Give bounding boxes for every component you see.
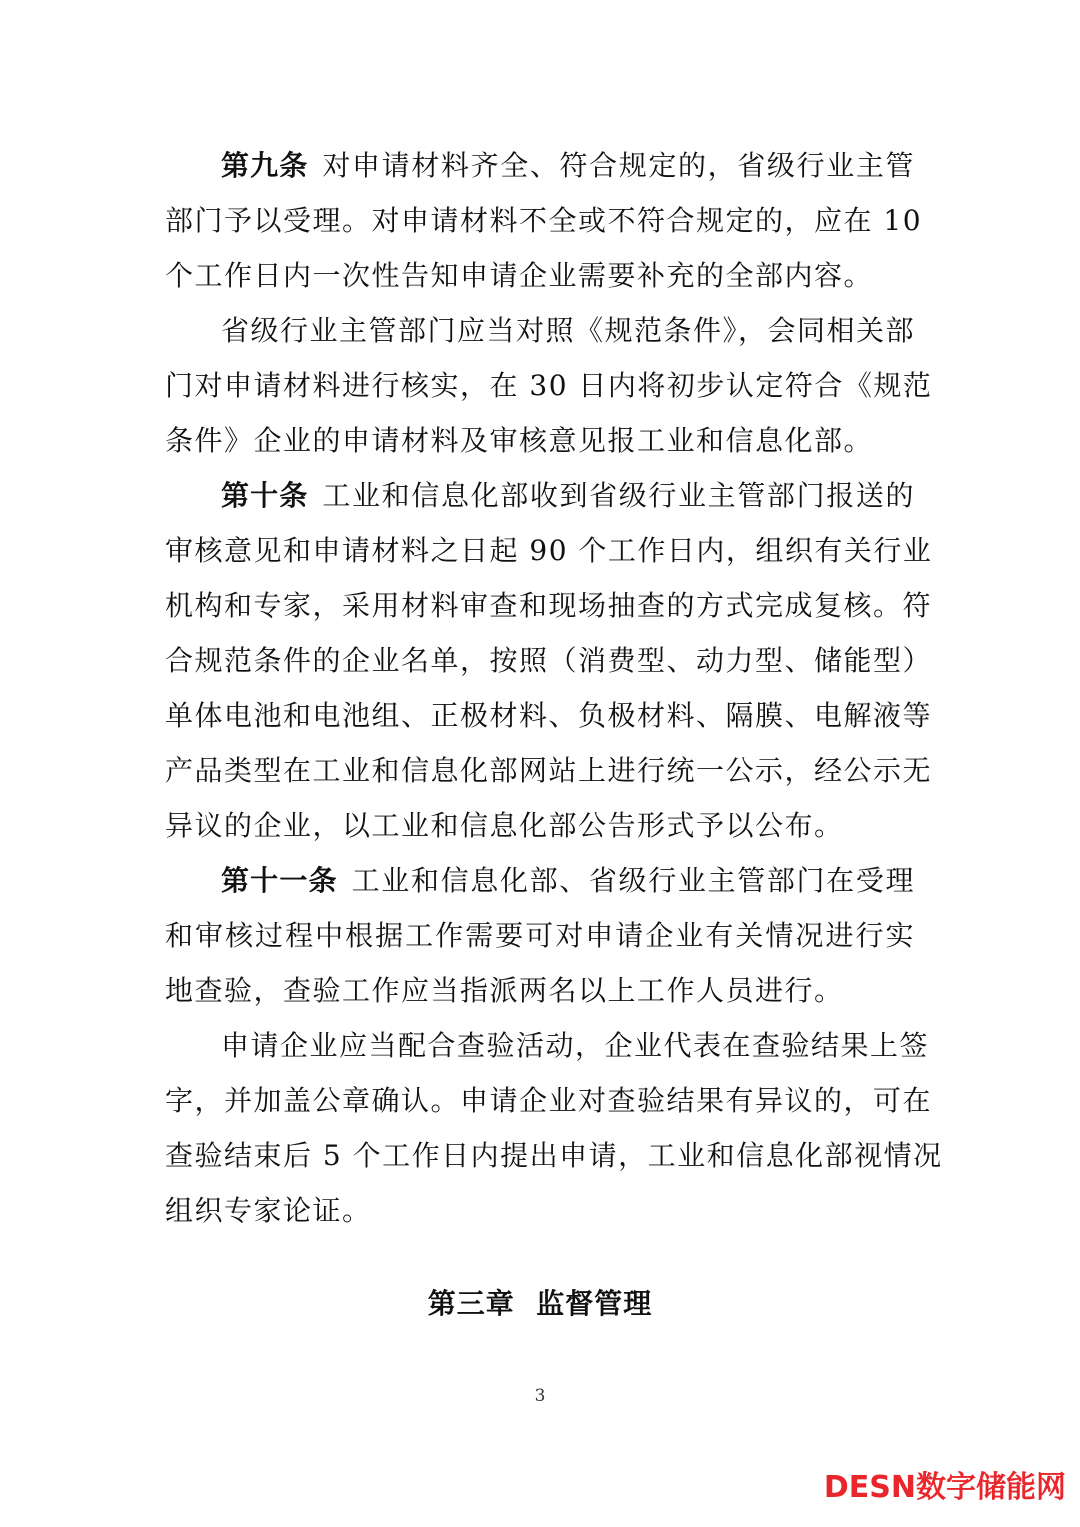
article11-line-1 (165, 861, 915, 901)
article11-p2-line-3: 查验结束后 5 个工作日内提出申请，工业和信息化部视情况 (165, 1139, 943, 1172)
article11-line-2: 和审核过程中根据工作需要可对申请企业有关情况进行实 (165, 919, 915, 952)
article10-line-1 (165, 476, 915, 516)
watermark-logo: DESN数字储能网 (823, 1470, 1066, 1505)
article10-text-1: 工业和信息化部收到省级行业主管部门报送的 (322, 479, 915, 512)
article10-line-4: 合规范条件的企业名单，按照（消费型、动力型、储能型） (165, 644, 933, 677)
article9-p2-line-1: 省级行业主管部门应当对照《规范条件》，会同相关部 (221, 314, 916, 347)
article11-p2-line-1: 申请企业应当配合查验活动，企业代表在查验结果上签 (221, 1029, 930, 1062)
article11-heading: 第十一条 (221, 864, 338, 897)
article11-text-1: 工业和信息化部、省级行业主管部门在受理 (351, 864, 915, 897)
article10-line-5: 单体电池和电池组、正极材料、负极材料、隔膜、电解液等 (165, 699, 933, 732)
article9-line-1 (165, 146, 915, 186)
article11-p2-line-2: 字，并加盖公章确认。申请企业对查验结果有异议的，可在 (165, 1084, 933, 1117)
article10-line-3: 机构和专家，采用材料审查和现场抽查的方式完成复核。符 (165, 589, 933, 622)
article10-line-2: 审核意见和申请材料之日起 90 个工作日内，组织有关行业 (165, 534, 933, 567)
article9-line-2: 部门予以受理。对申请材料不全或不符合规定的，应在 10 (165, 204, 923, 237)
article9-line-3: 个工作日内一次性告知申请企业需要补充的全部内容。 (165, 259, 874, 292)
chapter-title: 第三章 监督管理 (427, 1287, 653, 1320)
article9-p2-line-2: 门对申请材料进行核实，在 30 日内将初步认定符合《规范 (165, 369, 933, 402)
article9-text-1: 对申请材料齐全、符合规定的，省级行业主管 (322, 149, 915, 182)
article10-line-6: 产品类型在工业和信息化部网站上进行统一公示，经公示无 (165, 754, 933, 787)
article10-heading: 第十条 (221, 479, 309, 512)
article9-p2-line-3: 条件》企业的申请材料及审核意见报工业和信息化部。 (165, 424, 874, 457)
article11-line-3: 地查验，查验工作应当指派两名以上工作人员进行。 (165, 974, 844, 1007)
article9-heading: 第九条 (221, 149, 309, 182)
article10-line-7: 异议的企业，以工业和信息化部公告形式予以公布。 (165, 809, 844, 842)
article11-p2-line-4: 组织专家论证。 (165, 1194, 372, 1227)
page-number: 3 (534, 1386, 546, 1406)
